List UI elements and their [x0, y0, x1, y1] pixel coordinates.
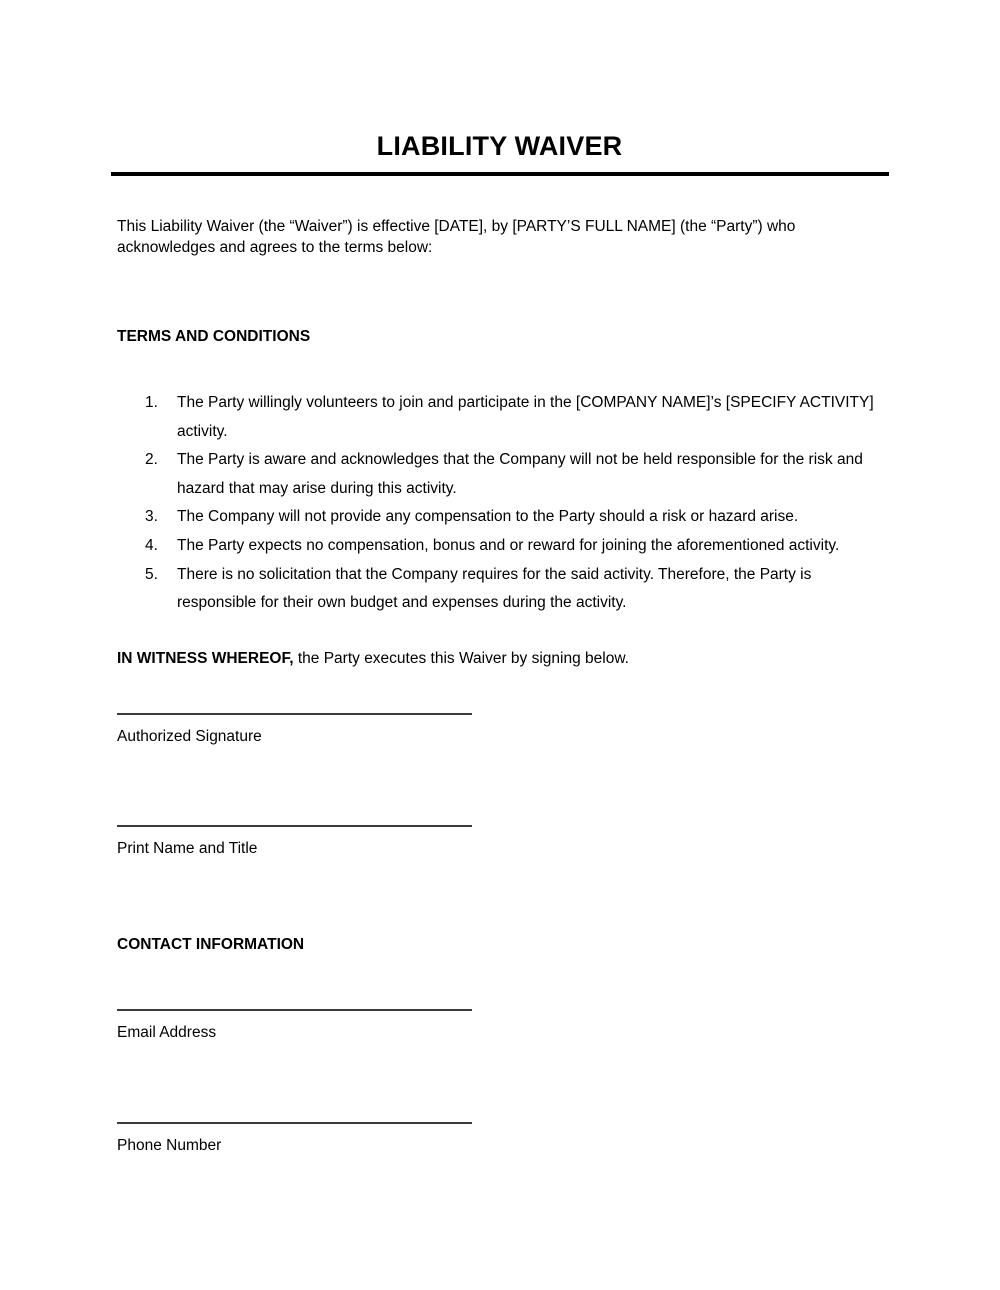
signature-line[interactable] — [117, 1122, 472, 1124]
list-item-number: 4. — [145, 536, 158, 554]
list-item-text: The Party is aware and acknowledges that the Company will not be held responsible for the risk and hazard that may arise during this activity. — [177, 451, 863, 497]
field-label: Print Name and Title — [117, 840, 258, 857]
contact-information-heading: CONTACT INFORMATION — [117, 936, 305, 953]
page-title: LIABILITY WAIVER — [376, 131, 623, 162]
list-item-text: The Party willingly volunteers to join and participate in the [COMPANY NAME]’s [SPECIFY ACTIVITY] activity. — [177, 394, 874, 440]
witness-clause-rest: the Party executes this Waiver by signing below. — [293, 649, 629, 667]
phone-number-field[interactable] — [117, 1122, 472, 1156]
field-label: Email Address — [117, 1024, 217, 1041]
field-label: Phone Number — [117, 1137, 222, 1154]
signature-line[interactable] — [117, 825, 472, 827]
witness-clause-lead: IN WITNESS WHEREOF, — [117, 649, 294, 667]
terms-and-conditions-heading: TERMS AND CONDITIONS — [117, 328, 311, 345]
witness-clause — [117, 648, 881, 669]
list-item — [117, 532, 881, 561]
email-address-field[interactable] — [117, 1009, 472, 1043]
list-item — [117, 389, 881, 446]
list-item-number: 1. — [145, 394, 158, 411]
list-item-text: There is no solicitation that the Company requires for the said activity. Therefore, the Party is responsible for their own budget and expenses during the activity. — [177, 565, 812, 612]
list-item — [117, 561, 881, 618]
document-body — [117, 216, 881, 669]
header-divider — [111, 172, 889, 176]
list-item — [117, 446, 881, 503]
list-item-text: The Company will not provide any compensation to the Party should a risk or hazard arise. — [177, 508, 799, 526]
list-item-number: 5. — [145, 565, 158, 583]
list-item-number: 3. — [145, 508, 158, 526]
intro-paragraph: This Liability Waiver (the “Waiver”) is effective [DATE], by [PARTY’S FULL NAME] (the “Party”) who acknowledges and agrees to the terms below: — [117, 218, 796, 256]
list-item — [117, 503, 881, 532]
list-item-text: The Party expects no compensation, bonus and or reward for joining the aforementioned activity. — [177, 536, 840, 554]
authorized-signature-field[interactable] — [117, 713, 472, 747]
signature-line[interactable] — [117, 1009, 472, 1011]
signature-line[interactable] — [117, 713, 472, 715]
terms-list — [117, 389, 881, 618]
list-item-number: 2. — [145, 451, 158, 469]
field-label: Authorized Signature — [117, 728, 262, 745]
print-name-and-title-field[interactable] — [117, 825, 472, 859]
